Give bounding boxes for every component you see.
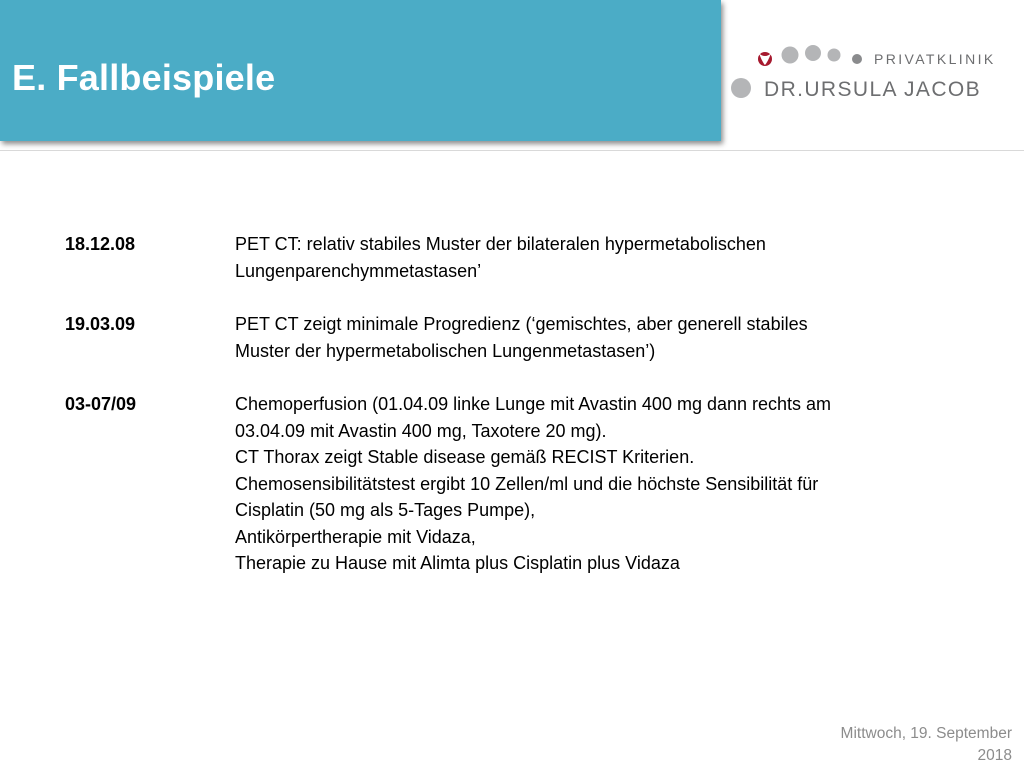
entry-text — [235, 311, 965, 364]
entry-line: Cisplatin (50 mg als 5-Tages Pumpe), — [235, 500, 536, 520]
entry-line: Antikörpertherapie mit Vidaza, — [235, 526, 476, 547]
entry-line: PET CT zeigt minimale Progredienz (‘gemischtes, aber generell stabiles — [235, 314, 808, 334]
entry-line: Therapie zu Hause mit Alimta plus Cisplatin plus Vidaza — [235, 553, 680, 573]
clinic-logo — [728, 40, 998, 110]
header-divider — [0, 150, 1024, 151]
entry-line: Chemosensibilitätstest ergibt 10 Zellen/ml und die höchste Sensibilität für — [235, 473, 819, 494]
timeline-entry — [65, 311, 965, 364]
entry-line: Chemoperfusion (01.04.09 linke Lunge mit Avastin 400 mg dann rechts am — [235, 394, 832, 414]
footer-date-line: 2018 — [977, 747, 1012, 764]
timeline-entry — [65, 391, 965, 577]
logo-top-text: PRIVATKLINIK — [874, 51, 996, 67]
entry-text — [235, 231, 965, 284]
entry-text — [235, 391, 965, 577]
logo-heart-mark — [758, 52, 772, 66]
entry-date: 19.03.09 — [65, 314, 136, 334]
logo-bottom-text: DR.URSULA JACOB — [764, 78, 982, 101]
entry-date: 18.12.08 — [65, 234, 136, 254]
case-timeline — [65, 231, 965, 604]
entry-line: CT Thorax zeigt Stable disease gemäß RECIST Kriterien. — [235, 447, 695, 467]
footer-date-line: Mittwoch, 19. September — [840, 725, 1012, 742]
entry-line: PET CT: relativ stabiles Muster der bilateralen hypermetabolischen — [235, 234, 766, 254]
entry-line: Muster der hypermetabolischen Lungenmetastasen’) — [235, 340, 656, 361]
slide-title: E. Fallbeispiele — [12, 57, 276, 98]
entry-line: 03.04.09 mit Avastin 400 mg, Taxotere 20 mg). — [235, 420, 607, 441]
title-bar — [0, 0, 721, 141]
entry-date: 03-07/09 — [65, 394, 137, 414]
timeline-entry — [65, 231, 965, 284]
footer-date — [752, 723, 1012, 767]
entry-line: Lungenparenchymmetastasen’ — [235, 260, 482, 281]
